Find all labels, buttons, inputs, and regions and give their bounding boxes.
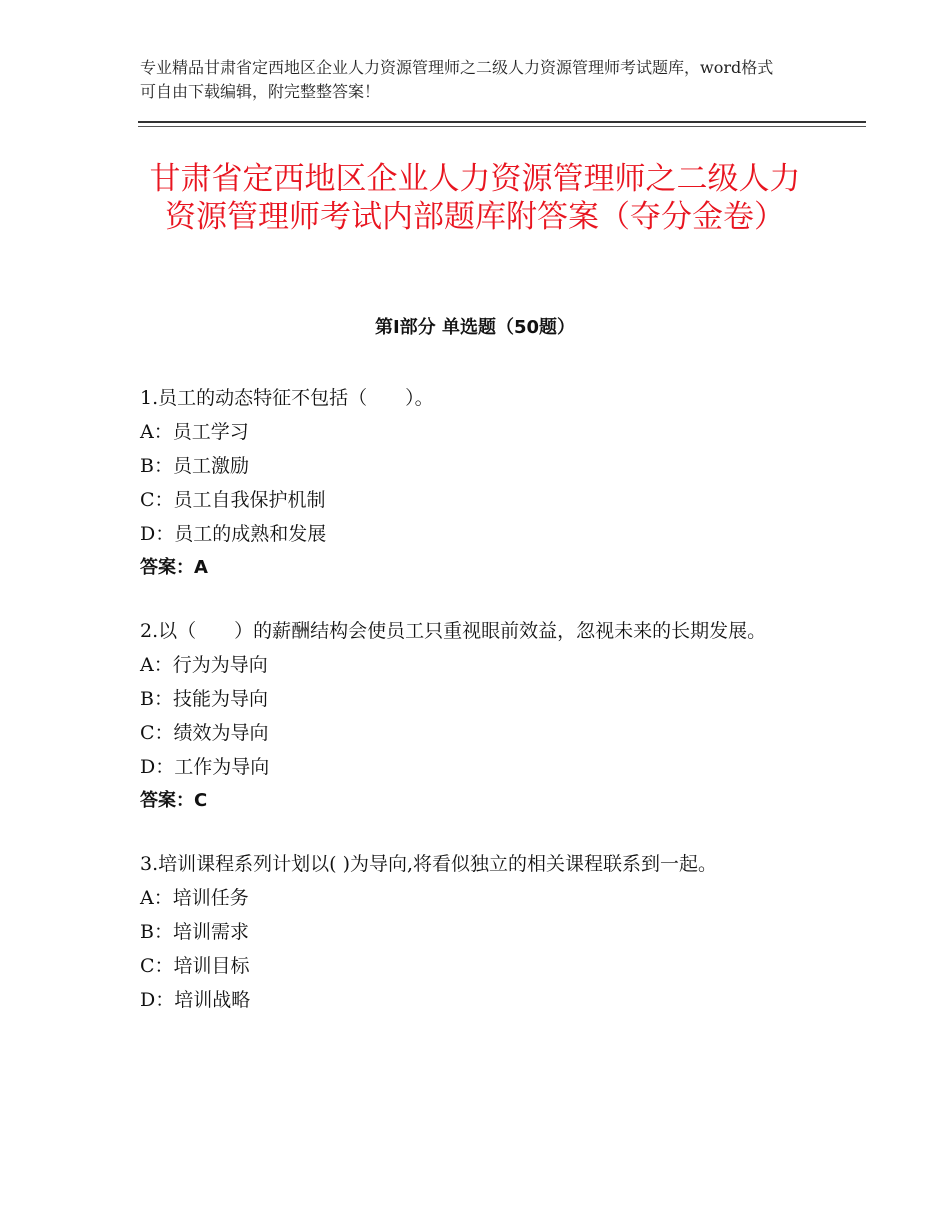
question-stem: 2.以（ ）的薪酬结构会使员工只重视眼前效益，忽视未来的长期发展。: [140, 620, 767, 642]
header-divider-thick: [138, 121, 866, 123]
option-b: B：员工激励: [140, 455, 249, 477]
option-c: C：培训目标: [140, 955, 250, 977]
option-a: A：培训任务: [140, 887, 249, 909]
question-1: [140, 381, 810, 585]
header-note: 专业精品甘肃省定西地区企业人力资源管理师之二级人力资源管理师考试题库，word格式可自由下载编辑，附完整整答案！: [140, 58, 774, 101]
question-stem: 3.培训课程系列计划以( )为导向,将看似独立的相关课程联系到一起。: [140, 853, 718, 875]
option-d: D：工作为导向: [140, 756, 270, 778]
answer-label: 答案：C: [140, 790, 208, 811]
question-2: [140, 614, 810, 818]
question-3: [140, 847, 810, 1017]
option-c: C：绩效为导向: [140, 722, 269, 744]
header-divider-thin: [138, 126, 866, 127]
option-d: D：员工的成熟和发展: [140, 523, 327, 545]
option-b: B：培训需求: [140, 921, 249, 943]
question-list: [140, 381, 810, 1046]
option-d: D：培训战略: [140, 989, 251, 1011]
answer-label: 答案：A: [140, 557, 208, 578]
option-a: A：行为为导向: [140, 654, 268, 676]
question-stem: 1.员工的动态特征不包括（ ）。: [140, 387, 434, 409]
option-a: A：员工学习: [140, 421, 249, 443]
option-c: C：员工自我保护机制: [140, 489, 326, 511]
section-heading: 第Ⅰ部分 单选题（50题）: [374, 317, 575, 338]
option-b: B：技能为导向: [140, 688, 268, 710]
document-title: 甘肃省定西地区企业人力资源管理师之二级人力资源管理师考试内部题库附答案（夺分金卷）: [149, 161, 801, 235]
